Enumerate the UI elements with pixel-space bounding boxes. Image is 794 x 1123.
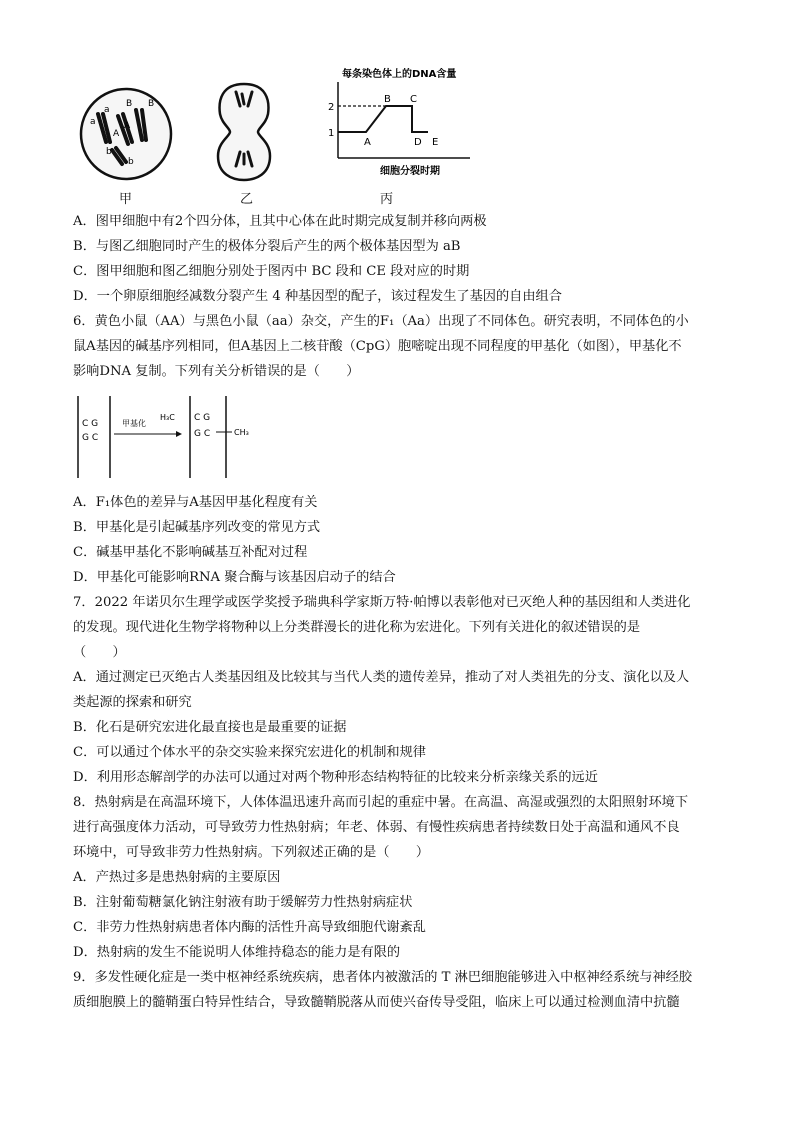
q6-option-d: D．甲基化可能影响RNA 聚合酶与该基因启动子的结合 xyxy=(73,570,396,585)
q5-option-a: A．图甲细胞中有2个四分体，且其中心体在此时期完成复制并移向两极 xyxy=(73,214,487,229)
q7-stem-line: 7．2022 年诺贝尔生理学或医学奖授予瑞典科学家斯万特·帕博以表彰他对已灭绝人种的基因组和人类进化 xyxy=(73,595,691,610)
figure-label-jia: 甲 xyxy=(119,192,133,207)
figure-yi-cell xyxy=(212,80,276,184)
graph-point-d: D xyxy=(414,137,422,148)
graph-point-e: E xyxy=(432,137,439,148)
gene-label: A xyxy=(113,129,120,139)
q8-stem-line: 8．热射病是在高温环境下，人体体温迅速升高而引起的重症中暑。在高温、高湿或强烈的太阳照射环境下 xyxy=(73,795,689,810)
q7-option-a-cont: 类起源的探索和研究 xyxy=(73,695,192,710)
methyl-group-top: H₃C xyxy=(160,413,175,422)
q5-option-d: D．一个卵原细胞经减数分裂产生 4 种基因型的配子，该过程发生了基因的自由组合 xyxy=(73,289,562,304)
q6-stem-line: 影响DNA 复制。下列有关分析错误的是（ ） xyxy=(73,364,360,379)
gene-label: A xyxy=(124,121,131,131)
q8-option-a: A．产热过多是患热射病的主要原因 xyxy=(73,870,281,885)
graph-point-c: C xyxy=(410,94,417,105)
graph-tick-1: 1 xyxy=(328,128,335,139)
q7-option-d: D．利用形态解剖学的办法可以通过对两个物种形态结构特征的比较来分析亲缘关系的远近 xyxy=(73,770,598,785)
q6-option-a: A．F₁体色的差异与A基因甲基化程度有关 xyxy=(73,495,318,510)
graph-x-label: 细胞分裂时期 xyxy=(380,166,440,177)
q6-stem-line: 鼠A基因的碱基序列相同，但A基因上二核苷酸（CpG）胞嘧啶出现不同程度的甲基化（如图），甲基化不 xyxy=(73,339,682,354)
right-bottom-pair: G C xyxy=(194,429,211,439)
left-top-pair: C G xyxy=(82,419,99,429)
gene-label: b xyxy=(106,147,112,157)
graph-tick-2: 2 xyxy=(328,102,335,113)
figure-bing-graph xyxy=(320,62,480,182)
figure-jia-cell xyxy=(76,84,176,184)
graph-dna-curve xyxy=(338,106,428,132)
q8-option-c: C．非劳力性热射病患者体内酶的活性升高导致细胞代谢紊乱 xyxy=(73,920,426,935)
q7-option-a: A．通过测定已灭绝古人类基因组及比较其与当代人类的遗传差异，推动了对人类祖先的分支、演化以及人 xyxy=(73,670,690,685)
q6-option-c: C．碱基甲基化不影响碱基互补配对过程 xyxy=(73,545,308,560)
q5-option-b: B．与图乙细胞同时产生的极体分裂后产生的两个极体基因型为 aB xyxy=(73,239,461,254)
gene-label: B xyxy=(148,99,155,109)
gene-label: a xyxy=(90,117,96,127)
q6-option-b: B．甲基化是引起碱基序列改变的常见方式 xyxy=(73,520,321,535)
arrow-head-icon xyxy=(176,431,182,437)
q8-stem-line: 进行高强度体力活动，可导致劳力性热射病；年老、体弱、有慢性疾病患者持续数日处于高温和通风不良 xyxy=(73,820,680,835)
right-top-pair: C G xyxy=(194,413,211,423)
figure-label-bing: 丙 xyxy=(380,192,394,207)
figure-methylation xyxy=(70,394,280,482)
gene-label: B xyxy=(126,99,133,109)
q8-option-b: B．注射葡萄糖氯化钠注射液有助于缓解劳力性热射病症状 xyxy=(73,895,413,910)
left-bottom-pair: G C xyxy=(82,433,99,443)
graph-point-a: A xyxy=(364,137,371,148)
figure-label-yi: 乙 xyxy=(240,192,254,207)
methylation-arrow-label: 甲基化 xyxy=(122,419,146,428)
q8-option-d: D．热射病的发生不能说明人体维持稳态的能力是有限的 xyxy=(73,945,401,960)
q6-stem-line: 6．黄色小鼠（AA）与黑色小鼠（aa）杂交，产生的F₁（Aa）出现了不同体色。研究表明，不同体色的小 xyxy=(73,314,689,329)
q7-stem-line: （ ） xyxy=(73,645,126,660)
gene-label: a xyxy=(104,105,110,115)
gene-label: b xyxy=(128,157,134,167)
q5-option-c: C．图甲细胞和图乙细胞分别处于图丙中 BC 段和 CE 段对应的时期 xyxy=(73,264,470,279)
q7-option-b: B．化石是研究宏进化最直接也是最重要的证据 xyxy=(73,720,347,735)
graph-point-b: B xyxy=(384,94,391,105)
q7-stem-line: 的发现。现代进化生物学将物种以上分类群漫长的进化称为宏进化。下列有关进化的叙述错误的是 xyxy=(73,620,641,635)
graph-y-label: 每条染色体上的DNA含量 xyxy=(342,69,457,80)
q9-stem-line: 质细胞膜上的髓鞘蛋白特异性结合，导致髓鞘脱落从而使兴奋传导受阻，临床上可以通过检测血清中抗髓 xyxy=(73,995,680,1010)
q9-stem-line: 9．多发性硬化症是一类中枢神经系统疾病，患者体内被激活的 T 淋巴细胞能够进入中枢神经系统与神经胶 xyxy=(73,970,693,985)
q7-option-c: C．可以通过个体水平的杂交实验来探究宏进化的机制和规律 xyxy=(73,745,426,760)
methyl-group-bottom: CH₃ xyxy=(234,428,249,437)
q8-stem-line: 环境中，可导致非劳力性热射病。下列叙述正确的是（ ） xyxy=(73,845,430,860)
